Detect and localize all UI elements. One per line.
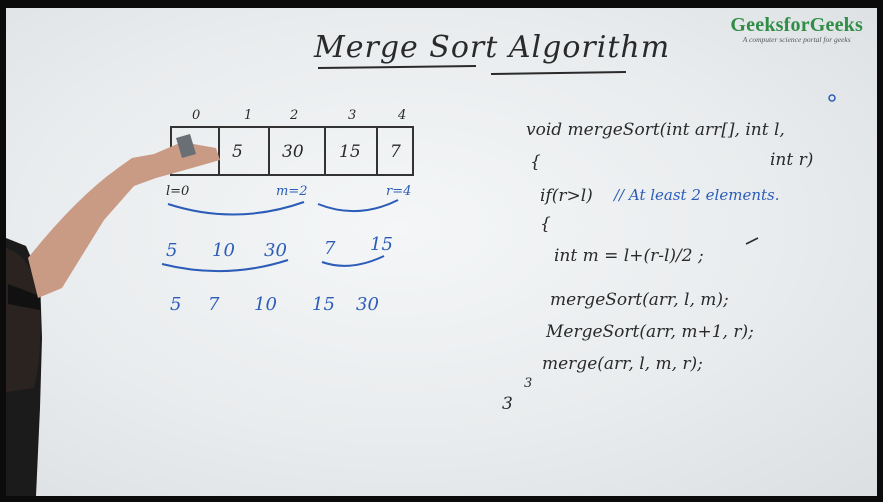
- merged-1: 7: [208, 294, 220, 315]
- code-if: if(r>l): [540, 186, 593, 206]
- code-mid-line: int m = l+(r-l)/2 ;: [554, 246, 704, 266]
- left-half-0: 5: [166, 240, 178, 261]
- presenter: [6, 8, 877, 496]
- merged-2: 10: [254, 294, 277, 315]
- label-r: r=4: [386, 184, 412, 199]
- label-m: m=2: [276, 184, 308, 199]
- array-index-0: 0: [192, 108, 201, 123]
- left-half-1: 10: [212, 240, 235, 261]
- code-signature-cont: int r): [770, 150, 814, 170]
- merged-3: 15: [312, 294, 335, 315]
- left-half-2: 30: [264, 240, 287, 261]
- array-value-1: 5: [232, 142, 243, 162]
- logo-tagline: A computer science portal for geeks: [742, 35, 851, 44]
- code-signature: void mergeSort(int arr[], int l,: [526, 120, 785, 140]
- code-close-outer: 3: [502, 394, 513, 414]
- code-open-brace: {: [530, 152, 541, 172]
- label-l: l=0: [166, 184, 190, 199]
- presenter-arm: [28, 142, 220, 298]
- code-call-3: merge(arr, l, m, r);: [542, 354, 703, 374]
- logo-name: GeeksforGeeks: [730, 14, 863, 36]
- code-close-inner: 3: [524, 376, 533, 391]
- array-index-1: 1: [244, 108, 253, 123]
- array-value-4: 7: [390, 142, 401, 162]
- array-value-3: 15: [339, 142, 361, 162]
- merged-0: 5: [170, 294, 182, 315]
- array-value-2: 30: [282, 142, 304, 162]
- array-index-3: 3: [348, 108, 357, 123]
- array-index-4: 4: [398, 108, 407, 123]
- right-half-1: 15: [370, 234, 393, 255]
- right-half-0: 7: [324, 238, 336, 259]
- code-comment: // At least 2 elements.: [614, 186, 780, 204]
- merged-4: 30: [356, 294, 379, 315]
- code-if-brace: {: [540, 214, 551, 234]
- array-index-2: 2: [290, 108, 299, 123]
- whiteboard: [6, 8, 877, 496]
- code-call-1: mergeSort(arr, l, m);: [550, 290, 729, 310]
- code-call-2: MergeSort(arr, m+1, r);: [546, 322, 754, 342]
- board-title: Merge Sort Algorithm: [314, 30, 671, 65]
